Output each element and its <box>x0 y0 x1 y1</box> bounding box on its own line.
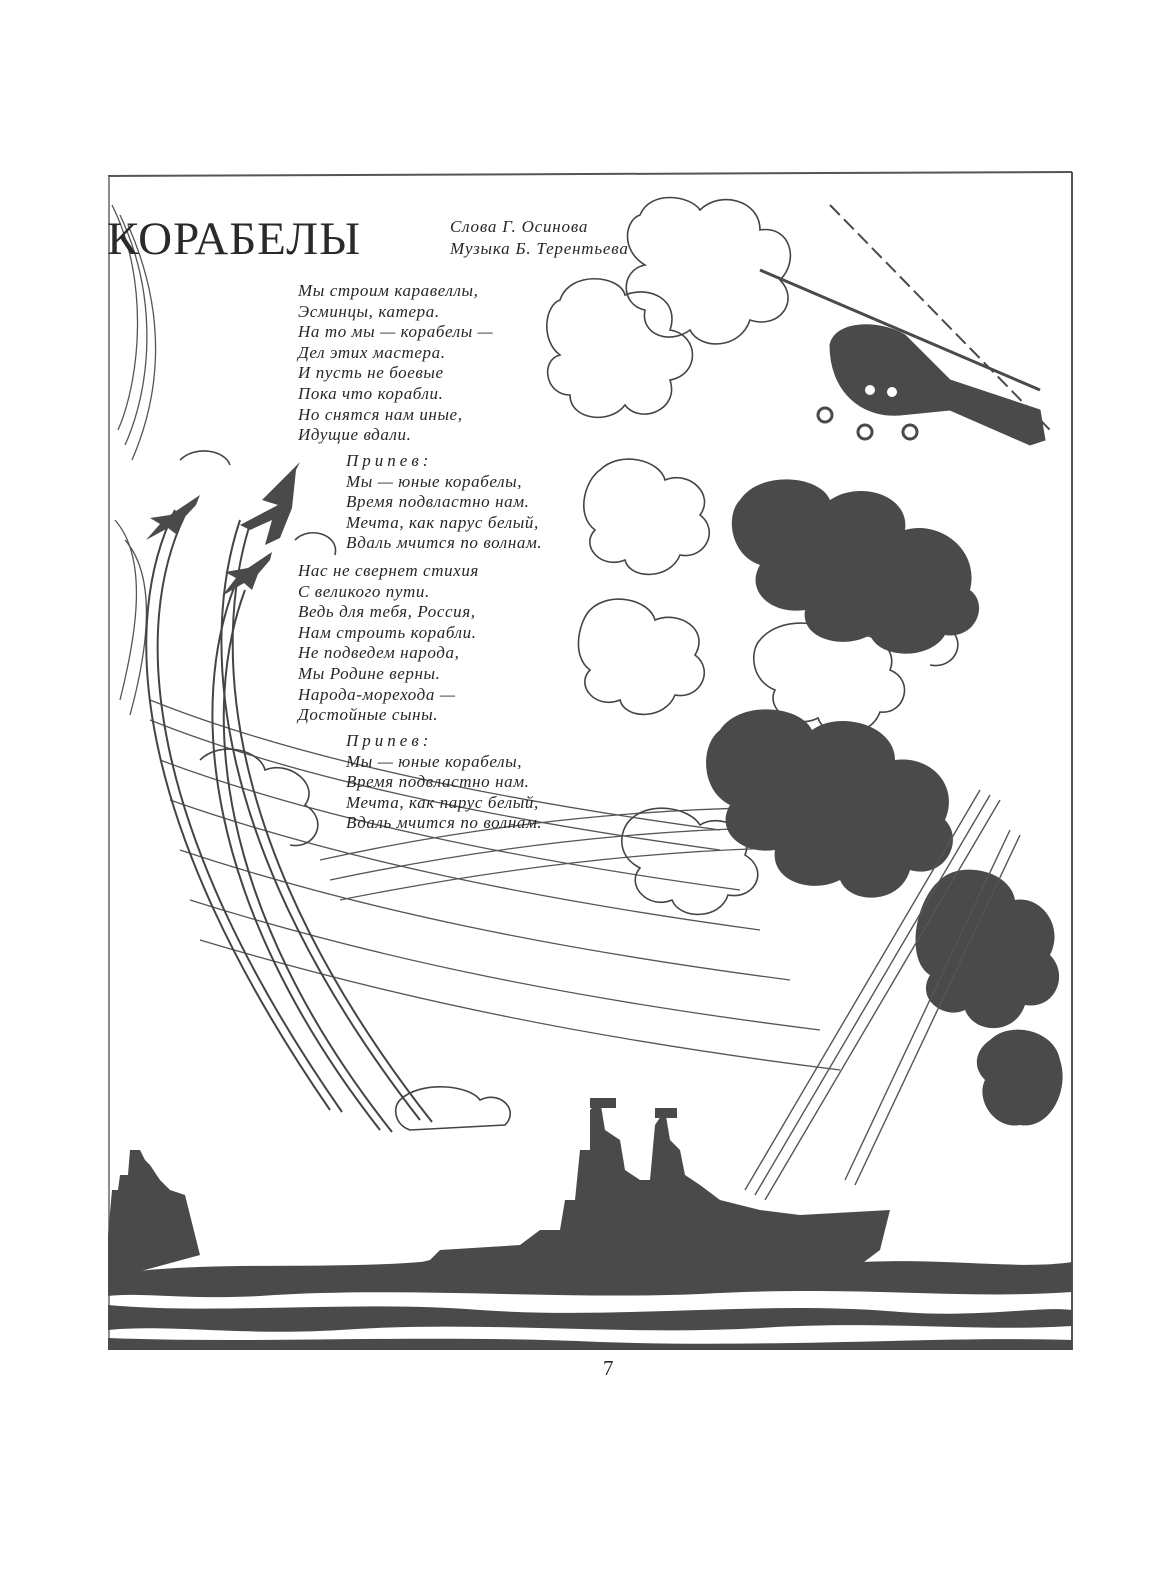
verse-1 <box>298 281 493 446</box>
verse-line: Ведь для тебя, Россия, <box>298 602 476 622</box>
chorus-1 <box>346 451 542 554</box>
warship-left <box>108 1150 200 1280</box>
verse-line: Дел этих мастера. <box>298 342 446 362</box>
chorus-label: Припев: <box>346 451 433 470</box>
frame-top-line <box>108 172 1072 176</box>
verse-line: Но снятся нам иные, <box>298 404 463 424</box>
helicopter <box>760 205 1050 445</box>
sea-waves <box>108 1260 1072 1350</box>
verse-2 <box>298 561 479 726</box>
song-title: КОРАБЕЛЫ <box>107 213 362 265</box>
verse-line: Эсминцы, катера. <box>298 301 440 321</box>
verse-line: С великого пути. <box>298 581 430 601</box>
words-credit: Слова Г. Осинова <box>450 217 589 236</box>
chorus-line: Мы — юные корабелы, <box>346 471 523 491</box>
verse-line: И пусть не боевые <box>298 363 444 383</box>
warship-main <box>410 1100 890 1265</box>
chorus-2 <box>346 731 542 834</box>
song-credits <box>450 216 629 260</box>
jet-planes <box>146 462 300 596</box>
chorus-line: Мечта, как парус белый, <box>346 792 539 812</box>
chorus-line: Мечта, как парус белый, <box>346 512 539 532</box>
verse-line: Нас не свернет стихия <box>298 561 479 580</box>
jet-plane-left <box>146 495 200 540</box>
verse-line: Пока что корабли. <box>298 383 444 403</box>
chorus-line: Время подвластно нам. <box>346 492 530 512</box>
music-credit: Музыка Б. Терентьева <box>450 239 629 258</box>
jet-plane-large <box>240 462 300 545</box>
verse-line: Мы Родине верны. <box>298 663 441 683</box>
chorus-label: Припев: <box>346 731 433 750</box>
chorus-line: Вдаль мчится по волнам. <box>346 533 543 553</box>
verse-line: На то мы — корабелы — <box>298 322 494 342</box>
verse-line: Нам строить корабли. <box>298 622 477 642</box>
verse-line: Народа-морехода — <box>298 684 456 704</box>
verse-line: Мы строим каравеллы, <box>298 281 479 300</box>
verse-line: Идущие вдали. <box>298 425 412 445</box>
chorus-line: Вдаль мчится по волнам. <box>346 813 543 833</box>
verse-line: Достойные сыны. <box>298 705 439 725</box>
page-number: 7 <box>603 1356 614 1380</box>
clouds-dark <box>706 479 1063 1125</box>
chorus-line: Мы — юные корабелы, <box>346 751 523 771</box>
verse-line: Не подведем народа, <box>298 643 460 663</box>
chorus-line: Время подвластно нам. <box>346 772 530 792</box>
